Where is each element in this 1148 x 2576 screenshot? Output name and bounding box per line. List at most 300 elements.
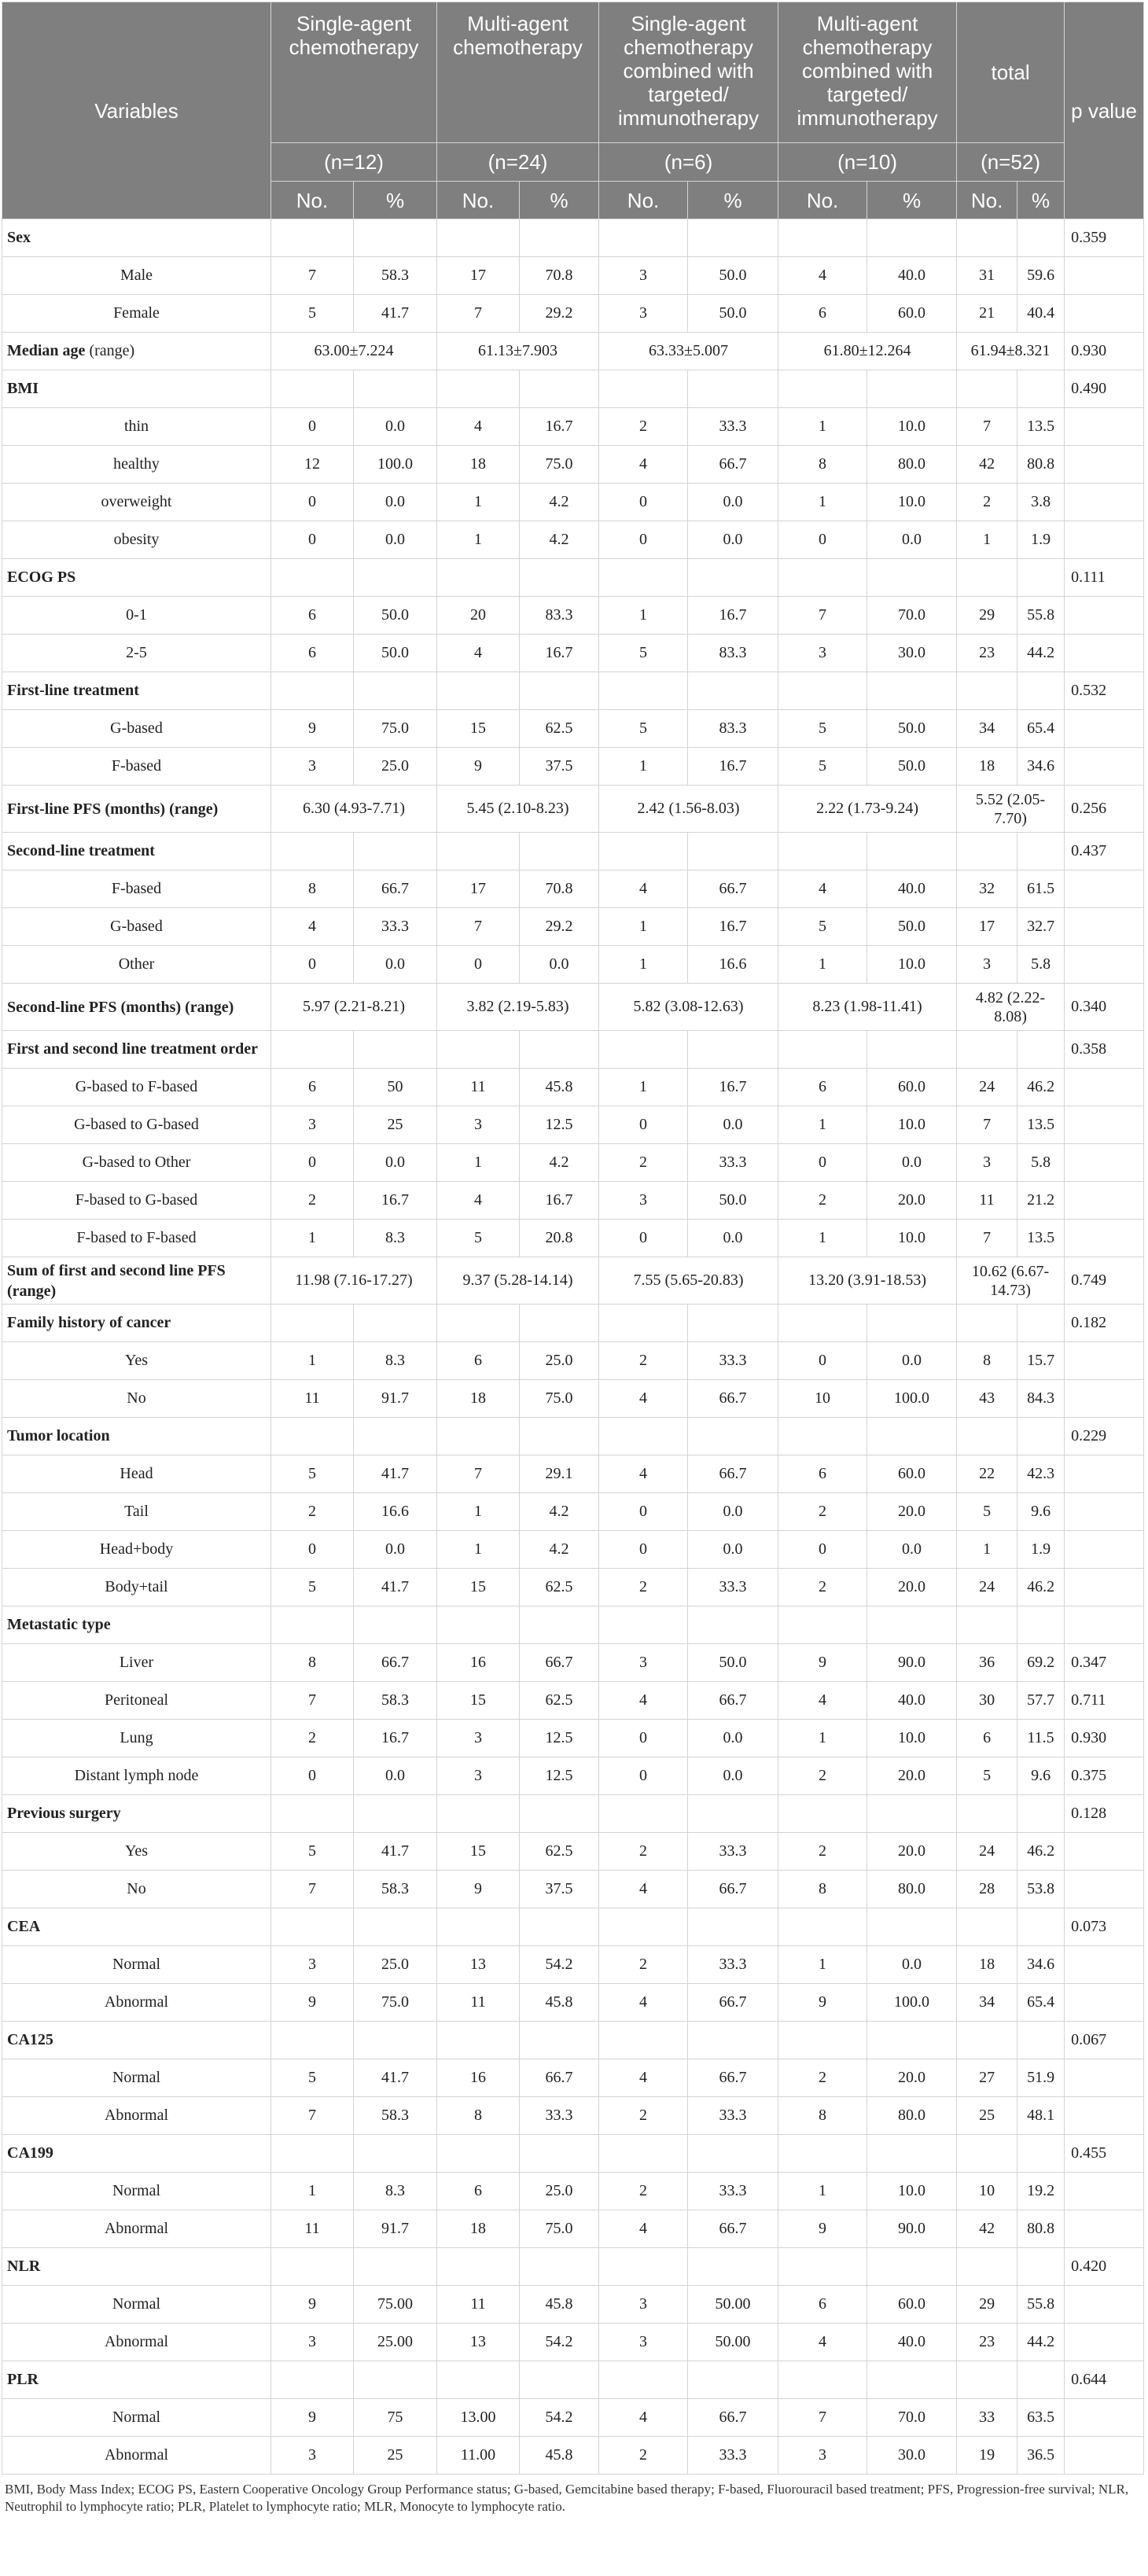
empty-cell — [688, 1606, 778, 1644]
count-cell: 0 — [271, 484, 354, 521]
empty-cell — [688, 833, 778, 870]
empty-cell — [1017, 2248, 1065, 2286]
p-value: 0.229 — [1065, 1418, 1144, 1455]
empty-cell — [354, 2135, 437, 2173]
count-cell: 2 — [599, 1569, 688, 1606]
percent-cell: 4.2 — [520, 1144, 599, 1182]
percent-cell: 16.7 — [520, 408, 599, 446]
count-cell: 7 — [778, 2399, 867, 2437]
percent-cell: 91.7 — [354, 2210, 437, 2248]
percent-cell: 66.7 — [688, 446, 778, 484]
percent-cell: 0.0 — [867, 1946, 957, 1984]
group-n-total: (n=52) — [957, 143, 1065, 182]
count-cell: 1 — [437, 521, 520, 559]
count-cell: 9 — [271, 710, 354, 748]
count-cell: 18 — [957, 1946, 1017, 1984]
count-cell: 7 — [957, 408, 1017, 446]
table-row — [2, 1182, 1144, 1220]
empty-cell — [778, 833, 867, 870]
pvalue-header: p value — [1065, 2, 1144, 219]
table-row — [2, 1106, 1144, 1144]
p-value: 0.749 — [1065, 1257, 1144, 1305]
count-cell: 43 — [957, 1380, 1017, 1418]
row-label: No — [2, 1380, 271, 1418]
table-row — [2, 1720, 1144, 1757]
table-row — [2, 2286, 1144, 2324]
percent-cell: 30.0 — [867, 2437, 957, 2475]
summary-value: 61.94±8.321 — [957, 333, 1065, 370]
count-cell: 5 — [271, 1569, 354, 1606]
empty-cell — [1017, 559, 1065, 597]
summary-value: 5.82 (3.08-12.63) — [599, 984, 778, 1031]
percent-cell: 57.7 — [1017, 1682, 1065, 1720]
percent-cell: 16.7 — [688, 908, 778, 946]
count-cell: 16 — [437, 2059, 520, 2097]
group-header-single-targeted: Single-agent chemotherapy combined with targeted/ immunotherapy — [599, 2, 778, 143]
row-label: Other — [2, 946, 271, 984]
count-cell: 3 — [271, 2437, 354, 2475]
percent-column-header: % — [688, 182, 778, 219]
count-cell: 4 — [599, 2399, 688, 2437]
empty-cell — [271, 559, 354, 597]
category-row — [2, 370, 1144, 408]
empty-cell — [778, 370, 867, 408]
row-label — [2, 333, 271, 370]
p-value — [1065, 1455, 1144, 1493]
empty-cell — [599, 2361, 688, 2399]
row-label: healthy — [2, 446, 271, 484]
count-cell: 7 — [271, 257, 354, 295]
percent-cell: 21.2 — [1017, 1182, 1065, 1220]
empty-cell — [271, 1305, 354, 1342]
empty-cell — [271, 2022, 354, 2059]
row-label: Head — [2, 1455, 271, 1493]
count-cell: 3 — [957, 1144, 1017, 1182]
percent-cell: 1.9 — [1017, 1531, 1065, 1569]
count-cell: 4 — [778, 257, 867, 295]
summary-value: 11.98 (7.16-17.27) — [271, 1257, 437, 1305]
empty-cell — [1017, 1418, 1065, 1455]
row-label: First-line PFS (months) (range) — [2, 786, 271, 833]
empty-cell — [354, 2248, 437, 2286]
count-cell: 1 — [778, 2173, 867, 2210]
percent-cell: 16.7 — [520, 1182, 599, 1220]
row-label: Male — [2, 257, 271, 295]
category-row — [2, 2361, 1144, 2399]
count-cell: 8 — [778, 1871, 867, 1908]
count-cell: 5 — [271, 1455, 354, 1493]
count-cell: 9 — [271, 2286, 354, 2324]
count-cell: 1 — [599, 597, 688, 635]
count-cell: 15 — [437, 710, 520, 748]
empty-cell — [437, 1031, 520, 1069]
percent-cell: 90.0 — [867, 2210, 957, 2248]
table-row — [2, 2437, 1144, 2475]
empty-cell — [354, 1305, 437, 1342]
percent-column-header: % — [1017, 182, 1065, 219]
count-cell: 2 — [599, 2097, 688, 2135]
group-n-single-agent: (n=12) — [271, 143, 437, 182]
percent-cell: 70.8 — [520, 870, 599, 908]
percent-cell: 0.0 — [354, 484, 437, 521]
p-value: 0.128 — [1065, 1795, 1144, 1833]
empty-cell — [520, 2248, 599, 2286]
percent-cell: 66.7 — [354, 870, 437, 908]
percent-cell: 33.3 — [688, 1144, 778, 1182]
percent-cell: 10.0 — [867, 1720, 957, 1757]
count-cell: 33 — [957, 2399, 1017, 2437]
empty-cell — [520, 1305, 599, 1342]
empty-cell — [271, 370, 354, 408]
count-cell: 11 — [271, 2210, 354, 2248]
empty-cell — [599, 1418, 688, 1455]
percent-cell: 0.0 — [354, 1144, 437, 1182]
empty-cell — [599, 1606, 688, 1644]
percent-cell: 0.0 — [520, 946, 599, 984]
count-cell: 6 — [778, 1069, 867, 1106]
empty-cell — [354, 559, 437, 597]
empty-cell — [520, 370, 599, 408]
percent-cell: 75.0 — [354, 710, 437, 748]
empty-cell — [354, 2361, 437, 2399]
percent-cell: 46.2 — [1017, 1833, 1065, 1871]
count-cell: 6 — [778, 295, 867, 333]
percent-column-header: % — [520, 182, 599, 219]
percent-cell: 80.0 — [867, 2097, 957, 2135]
percent-cell: 53.8 — [1017, 1871, 1065, 1908]
summary-value: 13.20 (3.91-18.53) — [778, 1257, 957, 1305]
percent-cell: 13.5 — [1017, 408, 1065, 446]
empty-cell — [688, 2022, 778, 2059]
percent-cell: 50.0 — [867, 908, 957, 946]
percent-cell: 10.0 — [867, 946, 957, 984]
empty-cell — [354, 833, 437, 870]
table-row — [2, 484, 1144, 521]
table-container — [2, 2, 1143, 2515]
count-cell: 4 — [599, 1682, 688, 1720]
percent-cell: 0.0 — [354, 408, 437, 446]
p-value — [1065, 1606, 1144, 1644]
count-cell: 0 — [778, 1342, 867, 1380]
count-cell: 1 — [778, 946, 867, 984]
count-column-header: No. — [599, 182, 688, 219]
count-cell: 13.00 — [437, 2399, 520, 2437]
summary-value: 3.82 (2.19-5.83) — [437, 984, 599, 1031]
p-value — [1065, 2173, 1144, 2210]
empty-cell — [688, 370, 778, 408]
percent-cell: 44.2 — [1017, 2324, 1065, 2361]
count-cell: 3 — [271, 1946, 354, 1984]
empty-cell — [867, 2135, 957, 2173]
count-cell: 9 — [778, 1644, 867, 1682]
count-cell: 4 — [437, 1182, 520, 1220]
count-cell: 4 — [599, 1380, 688, 1418]
count-cell: 3 — [599, 2324, 688, 2361]
count-cell: 4 — [599, 2059, 688, 2097]
table-row — [2, 1455, 1144, 1493]
empty-cell — [599, 2022, 688, 2059]
row-label: Abnormal — [2, 2324, 271, 2361]
percent-cell: 58.3 — [354, 1682, 437, 1720]
empty-cell — [957, 833, 1017, 870]
empty-cell — [599, 833, 688, 870]
count-cell: 5 — [957, 1493, 1017, 1531]
p-value — [1065, 2097, 1144, 2135]
count-cell: 5 — [271, 1833, 354, 1871]
count-cell: 2 — [599, 1144, 688, 1182]
count-cell: 7 — [957, 1106, 1017, 1144]
empty-cell — [867, 833, 957, 870]
percent-cell: 84.3 — [1017, 1380, 1065, 1418]
p-value — [1065, 521, 1144, 559]
count-cell: 2 — [599, 2173, 688, 2210]
percent-cell: 44.2 — [1017, 635, 1065, 672]
empty-cell — [599, 1795, 688, 1833]
percent-cell: 40.4 — [1017, 295, 1065, 333]
p-value — [1065, 2324, 1144, 2361]
percent-cell: 10.0 — [867, 408, 957, 446]
empty-cell — [437, 1606, 520, 1644]
group-header-multi-targeted: Multi-agent chemotherapy combined with targeted/ immunotherapy — [778, 2, 957, 143]
count-cell: 0 — [599, 1220, 688, 1257]
count-cell: 32 — [957, 870, 1017, 908]
count-cell: 27 — [957, 2059, 1017, 2097]
percent-cell: 59.6 — [1017, 257, 1065, 295]
count-cell: 1 — [271, 1220, 354, 1257]
count-cell: 0 — [271, 1531, 354, 1569]
p-value: 0.347 — [1065, 1644, 1144, 1682]
percent-cell: 69.2 — [1017, 1644, 1065, 1682]
count-cell: 1 — [437, 1531, 520, 1569]
table-row — [2, 710, 1144, 748]
count-cell: 3 — [599, 2286, 688, 2324]
percent-cell: 66.7 — [520, 1644, 599, 1682]
count-cell: 15 — [437, 1682, 520, 1720]
category-row — [2, 672, 1144, 710]
count-cell: 1 — [599, 1069, 688, 1106]
table-row — [2, 870, 1144, 908]
summary-value-total: 4.82 (2.22-8.08) — [957, 984, 1065, 1031]
count-cell: 3 — [599, 257, 688, 295]
row-label: G-based to F-based — [2, 1069, 271, 1106]
count-cell: 1 — [778, 1720, 867, 1757]
empty-cell — [271, 2361, 354, 2399]
count-cell: 6 — [271, 635, 354, 672]
summary-value: 5.45 (2.10-8.23) — [437, 786, 599, 833]
empty-cell — [599, 370, 688, 408]
percent-cell: 62.5 — [520, 1682, 599, 1720]
count-cell: 6 — [271, 597, 354, 635]
count-cell: 0 — [271, 408, 354, 446]
percent-cell: 83.3 — [520, 597, 599, 635]
percent-cell: 40.0 — [867, 1682, 957, 1720]
p-value: 0.490 — [1065, 370, 1144, 408]
category-label: Previous surgery — [2, 1795, 271, 1833]
empty-cell — [957, 1908, 1017, 1946]
percent-cell: 20.0 — [867, 1493, 957, 1531]
percent-cell: 20.0 — [867, 1569, 957, 1606]
percent-cell: 66.7 — [688, 1380, 778, 1418]
empty-cell — [1017, 1031, 1065, 1069]
count-cell: 7 — [437, 908, 520, 946]
percent-cell: 33.3 — [688, 1833, 778, 1871]
empty-cell — [957, 672, 1017, 710]
table-row — [2, 2097, 1144, 2135]
count-cell: 8 — [957, 1342, 1017, 1380]
empty-cell — [957, 559, 1017, 597]
empty-cell — [520, 1418, 599, 1455]
row-label: Female — [2, 295, 271, 333]
percent-cell: 40.0 — [867, 2324, 957, 2361]
empty-cell — [778, 1795, 867, 1833]
empty-cell — [271, 1795, 354, 1833]
count-cell: 0 — [599, 1493, 688, 1531]
table-row — [2, 2210, 1144, 2248]
p-value: 0.644 — [1065, 2361, 1144, 2399]
count-cell: 2 — [599, 408, 688, 446]
empty-cell — [599, 2248, 688, 2286]
percent-cell: 16.6 — [354, 1493, 437, 1531]
category-row — [2, 2022, 1144, 2059]
count-cell: 7 — [271, 1871, 354, 1908]
count-cell: 0 — [271, 521, 354, 559]
percent-cell: 50 — [354, 1069, 437, 1106]
count-cell: 3 — [778, 635, 867, 672]
count-cell: 18 — [957, 748, 1017, 786]
row-label: Normal — [2, 1946, 271, 1984]
row-label: Normal — [2, 2059, 271, 2097]
empty-cell — [867, 1031, 957, 1069]
percent-cell: 45.8 — [520, 1984, 599, 2022]
empty-cell — [1017, 833, 1065, 870]
p-value: 0.420 — [1065, 2248, 1144, 2286]
count-cell: 13 — [437, 2324, 520, 2361]
percent-cell: 0.0 — [867, 1342, 957, 1380]
category-label: CA199 — [2, 2135, 271, 2173]
empty-cell — [520, 672, 599, 710]
percent-cell: 4.2 — [520, 1493, 599, 1531]
table-row — [2, 1069, 1144, 1106]
percent-cell: 60.0 — [867, 295, 957, 333]
count-column-header: No. — [271, 182, 354, 219]
empty-cell — [778, 2135, 867, 2173]
empty-cell — [271, 1031, 354, 1069]
percent-cell: 33.3 — [354, 908, 437, 946]
p-value: 0.455 — [1065, 2135, 1144, 2173]
percent-cell: 11.5 — [1017, 1720, 1065, 1757]
empty-cell — [520, 219, 599, 257]
row-label: Abnormal — [2, 2097, 271, 2135]
percent-cell: 33.3 — [688, 2173, 778, 2210]
count-cell: 11 — [437, 1069, 520, 1106]
count-cell: 1 — [271, 2173, 354, 2210]
count-cell: 9 — [437, 1871, 520, 1908]
summary-row — [2, 984, 1144, 1031]
count-cell: 3 — [778, 2437, 867, 2475]
count-cell: 10 — [957, 2173, 1017, 2210]
group-header-multi-agent: Multi-agent chemotherapy — [437, 2, 599, 143]
row-label: Second-line PFS (months) (range) — [2, 984, 271, 1031]
category-row — [2, 219, 1144, 257]
percent-cell: 16.7 — [688, 1069, 778, 1106]
count-cell: 3 — [437, 1106, 520, 1144]
p-value: 0.437 — [1065, 833, 1144, 870]
percent-cell: 33.3 — [520, 2097, 599, 2135]
table-row — [2, 295, 1144, 333]
percent-cell: 66.7 — [688, 1984, 778, 2022]
empty-cell — [778, 1418, 867, 1455]
count-cell: 17 — [437, 257, 520, 295]
empty-cell — [1017, 1795, 1065, 1833]
p-value: 0.067 — [1065, 2022, 1144, 2059]
percent-cell: 0.0 — [688, 1720, 778, 1757]
count-cell: 5 — [599, 635, 688, 672]
empty-cell — [437, 672, 520, 710]
count-cell: 29 — [957, 597, 1017, 635]
p-value — [1065, 2399, 1144, 2437]
row-label: F-based — [2, 870, 271, 908]
count-cell: 23 — [957, 2324, 1017, 2361]
percent-cell: 48.1 — [1017, 2097, 1065, 2135]
empty-cell — [778, 1031, 867, 1069]
count-cell: 7 — [437, 1455, 520, 1493]
count-cell: 24 — [957, 1069, 1017, 1106]
percent-cell: 65.4 — [1017, 1984, 1065, 2022]
count-cell: 1 — [437, 1144, 520, 1182]
empty-cell — [271, 219, 354, 257]
table-row — [2, 408, 1144, 446]
p-value — [1065, 1569, 1144, 1606]
p-value — [1065, 1144, 1144, 1182]
empty-cell — [354, 1908, 437, 1946]
count-cell: 4 — [599, 2210, 688, 2248]
count-cell: 2 — [271, 1493, 354, 1531]
percent-cell: 16.6 — [688, 946, 778, 984]
percent-cell: 10.0 — [867, 1220, 957, 1257]
percent-cell: 61.5 — [1017, 870, 1065, 908]
empty-cell — [778, 1305, 867, 1342]
count-cell: 2 — [778, 1569, 867, 1606]
empty-cell — [1017, 672, 1065, 710]
empty-cell — [1017, 1606, 1065, 1644]
count-cell: 13 — [437, 1946, 520, 1984]
group-header-total: total — [957, 2, 1065, 143]
count-cell: 7 — [957, 1220, 1017, 1257]
percent-cell: 70.8 — [520, 257, 599, 295]
category-row — [2, 1305, 1144, 1342]
p-value — [1065, 2437, 1144, 2475]
row-label-text: Median age — [7, 342, 86, 359]
table-row — [2, 1871, 1144, 1908]
count-cell: 6 — [437, 2173, 520, 2210]
empty-cell — [437, 2248, 520, 2286]
category-row — [2, 1606, 1144, 1644]
empty-cell — [1017, 1305, 1065, 1342]
count-cell: 8 — [437, 2097, 520, 2135]
count-cell: 4 — [599, 1455, 688, 1493]
category-label: Tumor location — [2, 1418, 271, 1455]
table-row — [2, 1644, 1144, 1682]
count-cell: 2 — [599, 1833, 688, 1871]
p-value — [1065, 1493, 1144, 1531]
count-cell: 18 — [437, 2210, 520, 2248]
percent-cell: 12.5 — [520, 1106, 599, 1144]
percent-cell: 46.2 — [1017, 1069, 1065, 1106]
count-cell: 23 — [957, 635, 1017, 672]
row-label-suffix: (range) — [85, 342, 135, 359]
empty-cell — [957, 2135, 1017, 2173]
count-cell: 5 — [778, 710, 867, 748]
